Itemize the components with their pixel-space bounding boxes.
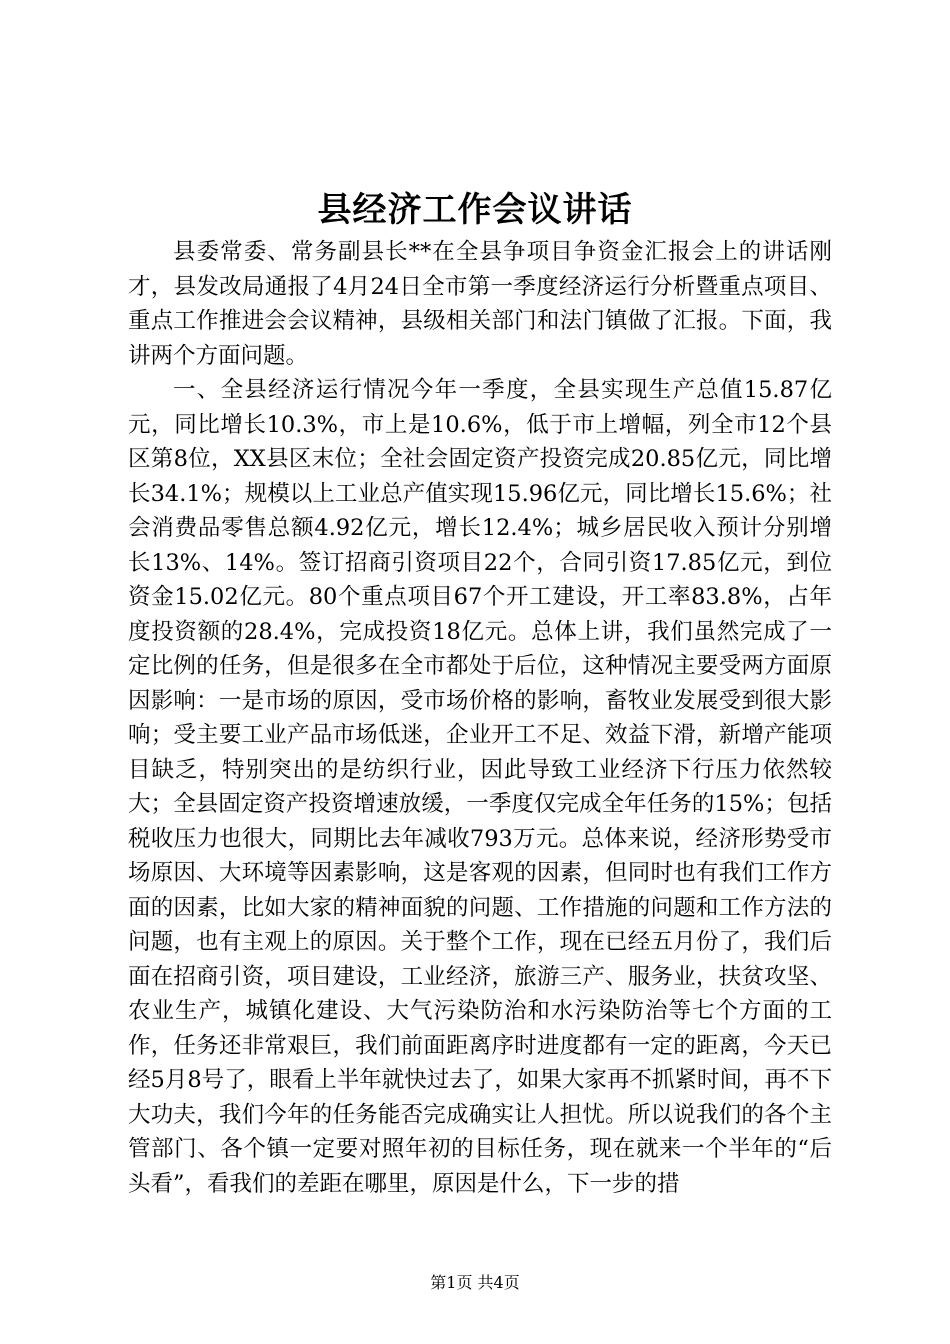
paragraph-economic-situation: 一、全县经济运行情况今年一季度，全县实现生产总值15.87亿元，同比增长10.3%，市上是10.6%，低于市上增幅，列全市12个县区第8位，XX县区末位；全社会固定资产投资完成20.85亿元，同比增长34.1%；规模以上工业总产值实现15.96亿元，同比增长15.6%；社会消费品零售总额4.92亿元，增长12.4%；城乡居民收入预计分别增长13%、14%。签订招商引资项目22个，合同引资17.85亿元，到位资金15.02亿元。80个重点项目67个开工建设，开工率83.8%，占年度投资额的28.4%，完成投资18亿元。总体上讲，我们虽然完成了一定比例的任务，但是很多在全市都处于后位，这种情况主要受两方面原因影响：一是市场的原因，受市场价格的影响，畜牧业发展受到很大影响；受主要工业产品市场低迷，企业开工不足、效益下滑，新增产能项目缺乏，特别突出的是纺织行业，因此导致工业经济下行压力依然较大；全县固定资产投资增速放缓，一季度仅完成全年任务的15%；包括税收压力也很大，同期比去年减收793万元。总体来说，经济形势受市场原因、大环境等因素影响，这是客观的因素，但同时也有我们工作方面的因素，比如大家的精神面貌的问题、工作措施的问题和工作方法的问题，也有主观上的原因。关于整个工作，现在已经五月份了，我们后面在招商引资，项目建设，工业经济，旅游三产、服务业，扶贫攻坚、农业生产，城镇化建设、大气污染防治和水污染防治等七个方面的工作，任务还非常艰巨，我们前面距离序时进度都有一定的距离，今天已经5月8号了，眼看上半年就快过去了，如果大家再不抓紧时间，再不下大功夫，我们今年的任务能否完成确实让人担忧。所以说我们的各个主管部门、各个镇一定要对照年初的目标任务，现在就来一个半年的“后头看”，看我们的差距在哪里，原因是什么，下一步的措 — [128, 377, 832, 1197]
document-body — [128, 235, 832, 1201]
document-title: 县经济工作会议讲话 — [317, 190, 633, 230]
page-footer: 第1页 共4页 — [430, 1273, 520, 1292]
paragraph-intro: 县委常委、常务副县长**在全县争项目争资金汇报会上的讲话刚才，县发改局通报了4月24日全市第一季度经济运行分析暨重点项目、重点工作推进会会议精神，县级相关部门和法门镇做了汇报。下面，我讲两个方面问题。 — [128, 239, 832, 369]
